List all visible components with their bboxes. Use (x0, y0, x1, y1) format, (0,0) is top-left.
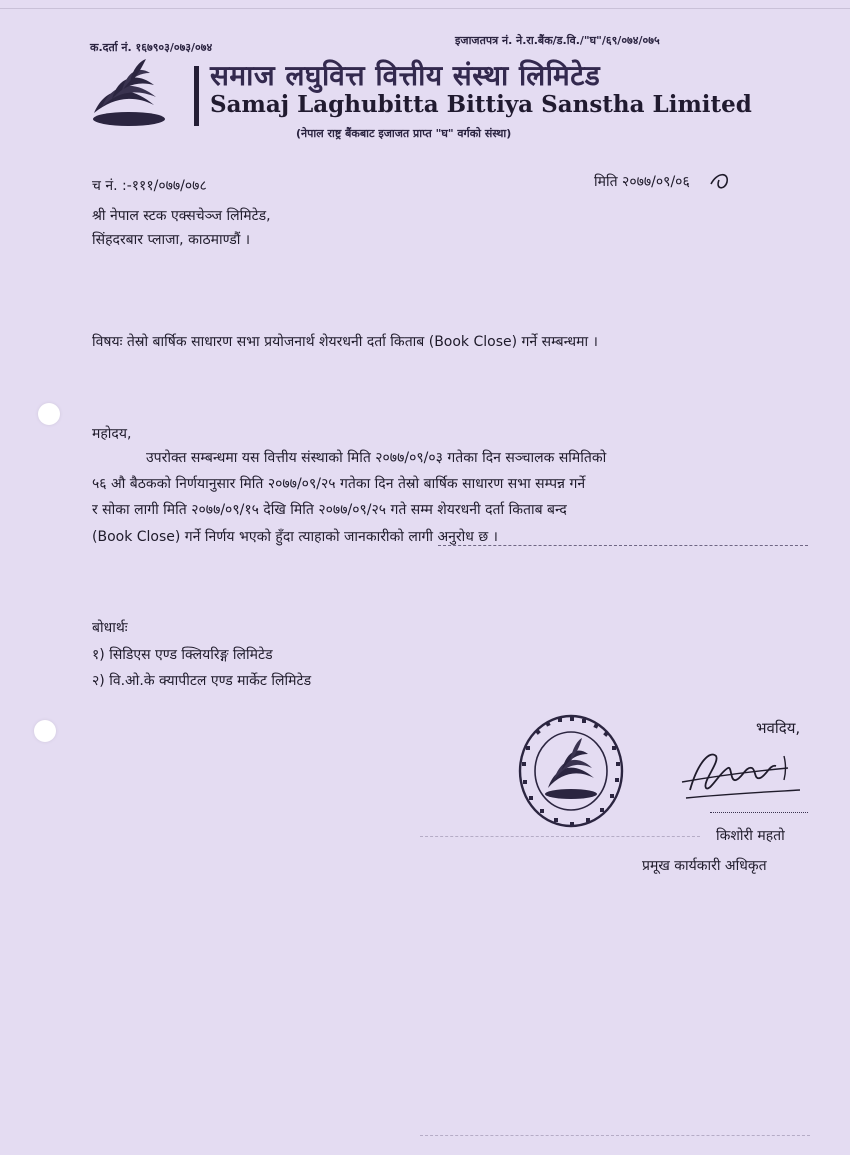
company-subtitle: (नेपाल राष्ट्र बैंकबाट इजाजत प्राप्त "घ" वर्गको संस्था) (296, 127, 512, 140)
letter-date: मिति २०७७/०९/०६ (594, 174, 690, 190)
signature-dotted-line (710, 812, 808, 813)
body-line-2: ५६ औ बैठकको निर्णयानुसार मिति २०७७/०९/२५ गतेका दिन तेस्रो बार्षिक साधारण सभा सम्पन्न गर्ने (92, 476, 586, 492)
signatory-name: किशोरी महतो (716, 828, 785, 844)
reference-number: च नं. :-१११/०७७/०७८ (92, 178, 207, 194)
body-line-1: उपरोक्त सम्बन्धमा यस वित्तीय संस्थाको मिति २०७७/०९/०३ गतेका दिन सञ्चालक समितिको (146, 450, 607, 466)
punch-hole-bottom (34, 720, 56, 742)
body-line-3: र सोका लागी मिति २०७७/०९/१५ देखि मिति २०७७/०९/२५ गते सम्म शेयरधनी दर्ता किताब बन्द (92, 502, 567, 518)
punch-hole-top (38, 403, 60, 425)
cc-item-2: २) वि.ओ.के क्यापीटल एण्ड मार्केट लिमिटेड (92, 673, 312, 689)
scan-edge-line (0, 8, 850, 9)
faint-scan-line (420, 836, 700, 837)
dashed-fill-line (438, 545, 808, 546)
salutation: महोदय, (92, 426, 132, 442)
recipient-name: श्री नेपाल स्टक एक्सचेञ्ज लिमिटेड, (92, 208, 271, 224)
signatory-title: प्रमूख कार्यकारी अधिकृत (642, 858, 767, 874)
handwritten-signature-icon (676, 742, 806, 804)
closing-text: भवदिय, (756, 719, 801, 737)
company-logo-icon (84, 55, 174, 129)
company-name-nepali: समाज लघुवित्त वित्तीय संस्था लिमिटेड (210, 59, 601, 92)
company-name-english: Samaj Laghubitta Bittiya Sanstha Limited (210, 91, 752, 118)
header-divider-bar (194, 66, 199, 126)
body-line-4: (Book Close) गर्ने निर्णय भएको हुँदा त्याहाको जानकारीको लागी अनुरोध छ । (92, 529, 498, 545)
recipient-address: सिंहदरबार प्लाजा, काठमाण्डौं । (92, 232, 251, 248)
cc-item-1: १) सिडिएस एण्ड क्लियरिङ्ग लिमिटेड (92, 647, 273, 663)
license-number: इजाजतपत्र नं. ने.रा.बैंक/ड.वि./"घ"/६९/०७४/०७५ (455, 34, 660, 47)
letter-subject: विषयः तेस्रो बार्षिक साधारण सभा प्रयोजनार्थ शेयरधनी दर्ता किताब (Book Close) गर्ने सम्बन्धमा । (92, 334, 598, 350)
registration-number: क.दर्ता नं. १६७९०३/०७३/०७४ (90, 41, 213, 54)
faint-scan-line-bottom (420, 1135, 810, 1136)
company-seal-icon (516, 712, 626, 830)
date-correction-mark-icon (705, 168, 745, 194)
cc-label: बोधार्थः (92, 620, 128, 636)
